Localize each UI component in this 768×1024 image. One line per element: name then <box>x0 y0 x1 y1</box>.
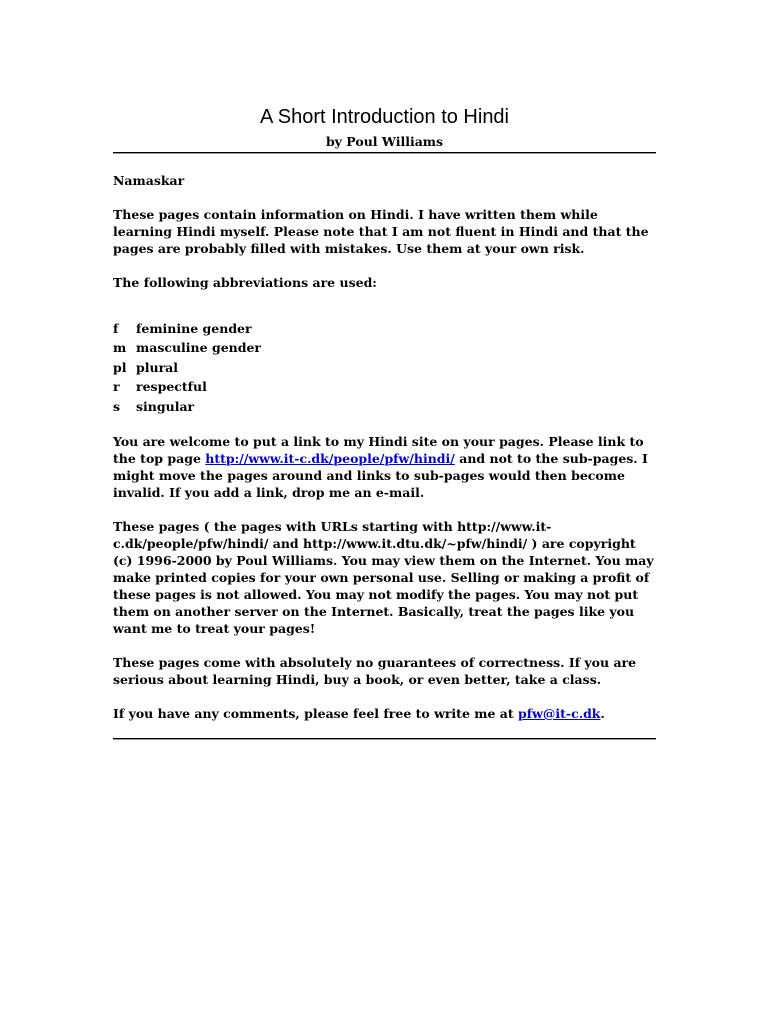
hindi-site-link[interactable]: http://www.it-c.dk/people/pfw/hindi/ <box>205 451 455 467</box>
abbreviation-meaning: feminine gender <box>136 321 252 336</box>
abbreviation-meaning: plural <box>136 359 179 375</box>
contact-text-before: If you have any comments, please feel free to write me at <box>113 706 519 722</box>
abbreviation-row <box>113 397 261 416</box>
link-text-before: You are welcome to put a link to my Hindi site on your pages. Please link to the top page <box>113 434 644 467</box>
abbreviations-intro: The following abbreviations are used: <box>113 275 377 290</box>
link-paragraph <box>113 433 656 501</box>
abbreviation-row <box>113 338 261 357</box>
abbreviations-table <box>113 319 261 416</box>
bottom-divider <box>113 738 656 740</box>
abbreviation-row <box>113 319 261 338</box>
abbreviation-meaning: masculine gender <box>136 340 262 356</box>
abbreviation-code: pl <box>113 359 127 375</box>
abbreviation-code: f <box>113 321 119 336</box>
abbreviation-code: m <box>113 340 127 356</box>
link-text-after: and not to the sub-pages. I might move the pages around and links to sub-pages would then become invalid. If you add a link, drop me an e-mail. <box>113 451 648 501</box>
abbreviation-row <box>113 358 261 377</box>
email-link[interactable]: pfw@it-c.dk <box>518 706 601 722</box>
document-page <box>113 104 656 740</box>
author-byline: by Poul Williams <box>325 134 444 149</box>
greeting: Namaskar <box>113 173 185 188</box>
top-divider <box>113 152 656 154</box>
abbreviation-meaning: singular <box>136 398 195 414</box>
abbreviation-row <box>113 377 261 396</box>
abbreviation-code: r <box>113 379 120 395</box>
intro-paragraph: These pages contain information on Hindi. I have written them while learning Hindi myself. Please note that I am not fluent in Hindi and that the pages are probably filled with mistakes. Use them at your own risk. <box>113 207 649 256</box>
page-title: A Short Introduction to Hindi <box>259 106 510 128</box>
guarantee-paragraph: These pages come with absolutely no guarantees of correctness. If you are serious about learning Hindi, buy a book, or even better, take a class. <box>113 655 637 688</box>
abbreviation-code: s <box>113 398 121 414</box>
contact-text-after: . <box>600 706 605 722</box>
contact-paragraph <box>113 705 656 722</box>
copyright-paragraph: These pages ( the pages with URLs starting with http://www.it-c.dk/people/pfw/hindi/ and http://www.it.dtu.dk/~pfw/hindi/ ) are copyright (c) 1996-2000 by Poul Williams. You may view them on the Internet. You may make printed copies for your own personal use. Selling or making a profit of these pages is not allowed. You may not modify the pages. You may not put them on another server on the Internet. Basically, treat the pages like you want me to treat your pages! <box>113 519 654 637</box>
abbreviation-meaning: respectful <box>136 379 207 395</box>
